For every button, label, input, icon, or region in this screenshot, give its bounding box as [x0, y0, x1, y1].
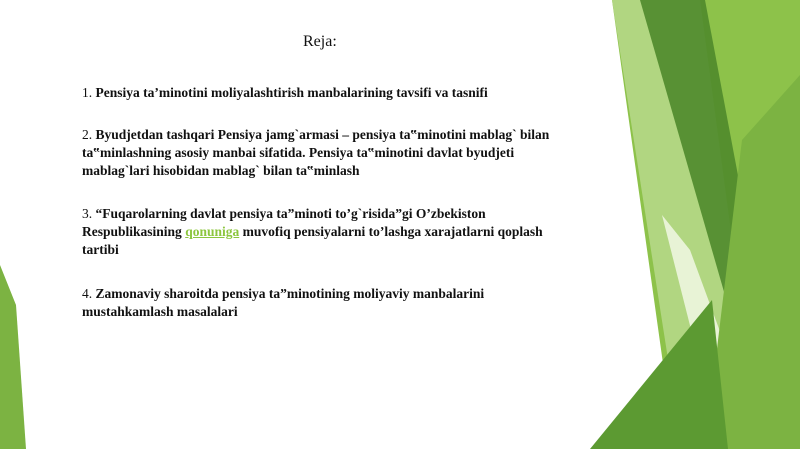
plan-item-text: Byudjetdan tashqari Pensiya jamg`armasi – pensiya ta‟minotini mablag` bilan ta‟minlashning asosiy manbai sifatida. Pensiya ta‟minotini davlat byudjeti mablag`lari hisobidan mablag` bilan ta‟minlash: [82, 127, 550, 178]
plan-item-text-before: “Fuqarolarning davlat pensiya ta”minoti to’g`risida”gi O’zbekiston Respublikasining: [82, 206, 486, 239]
plan-item-number: 1.: [82, 85, 93, 100]
deco-left-corner: [0, 265, 26, 449]
plan-item-2: [82, 126, 577, 180]
plan-item-4: [82, 285, 552, 321]
plan-item-text: Pensiya ta’minotini moliyalashtirish manbalarining tavsifi va tasnifi: [95, 85, 488, 100]
plan-item-3: [82, 205, 552, 259]
plan-item-number: 3.: [82, 206, 93, 221]
law-link[interactable]: qonuniga: [185, 224, 240, 239]
slide-title: Reja:: [303, 33, 337, 50]
plan-item-number: 4.: [82, 286, 93, 301]
plan-item-text-after: muvofiq pensiyalarni to’lashga xarajatlarni qoplash tartibi: [82, 224, 543, 257]
plan-item-text: Zamonaviy sharoitda pensiya ta”minotining moliyaviy manbalarini mustahkamlash masalalari: [82, 286, 485, 319]
plan-item-1: [82, 84, 582, 102]
plan-item-number: 2.: [82, 127, 93, 142]
